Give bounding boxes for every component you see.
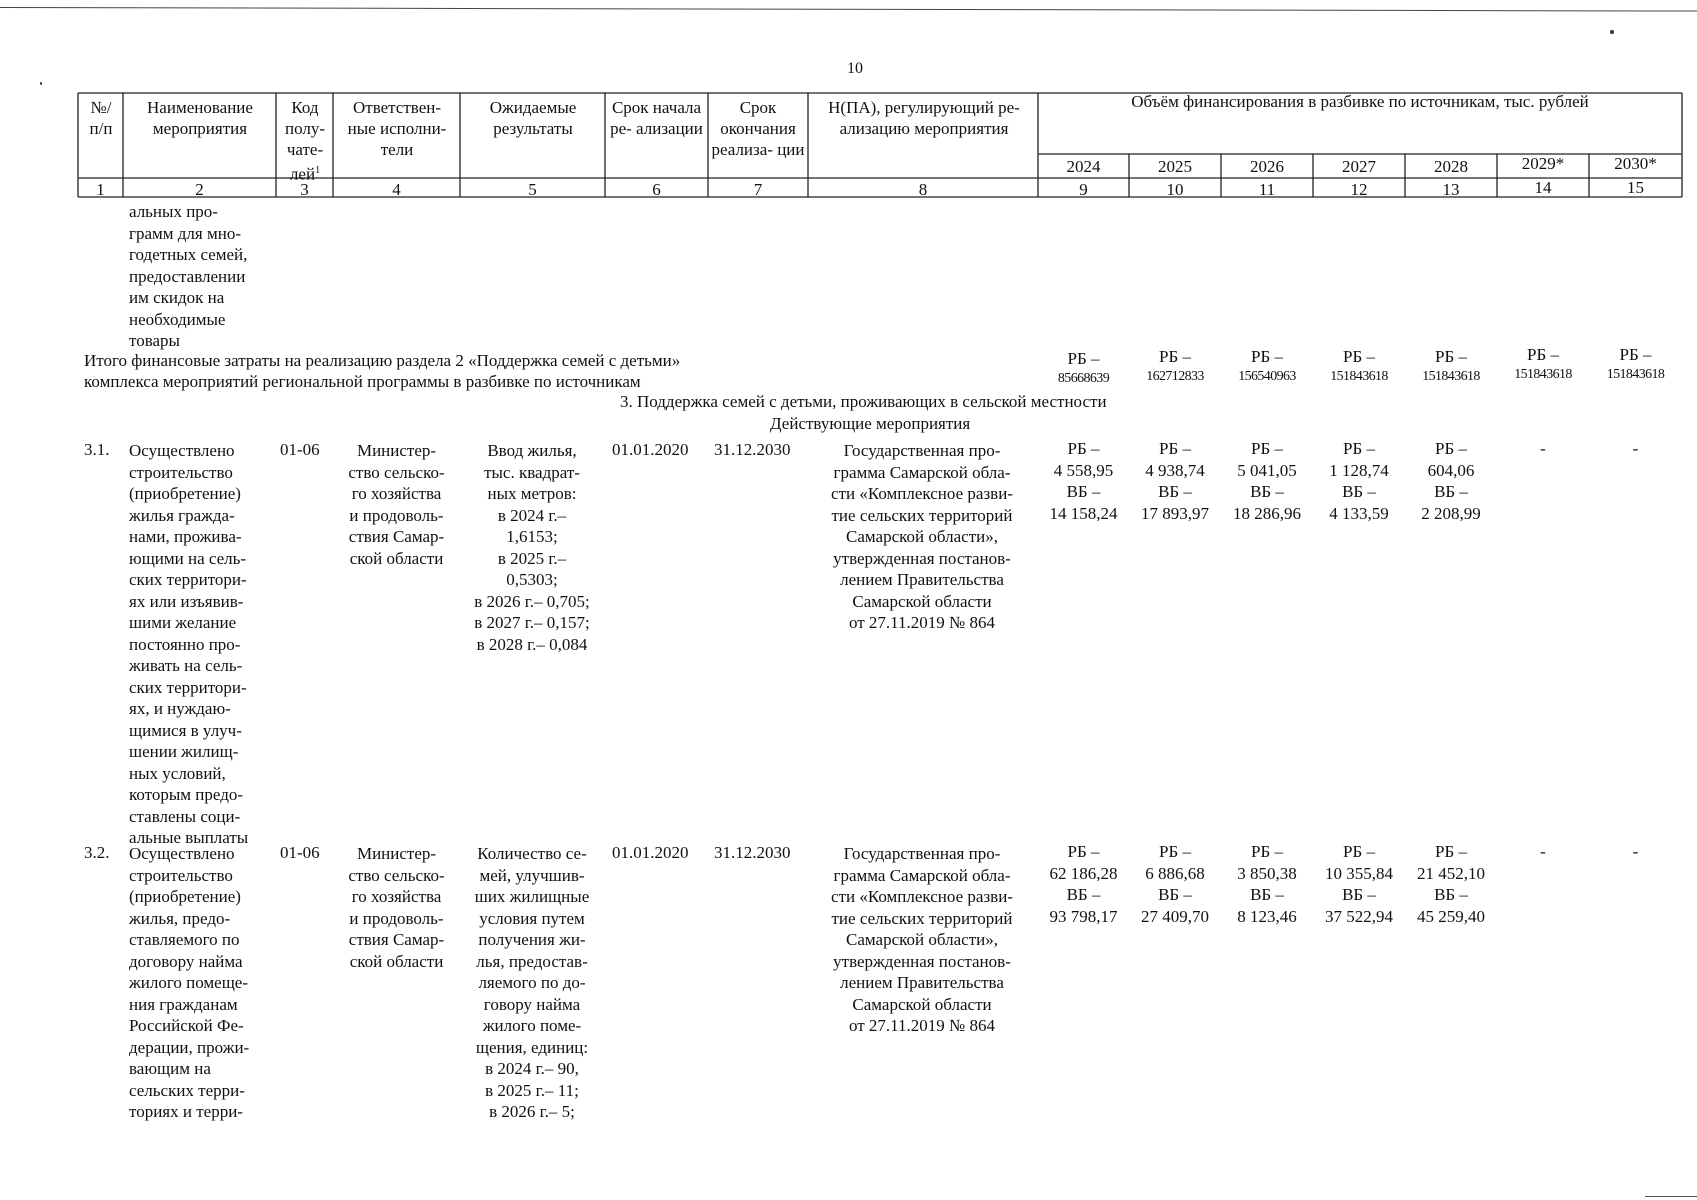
funding-line: 4 938,74: [1145, 460, 1205, 480]
col-number-cell: 10: [1166, 180, 1184, 199]
row-3-2: [0, 841, 1697, 1141]
funding-line: 4 133,59: [1329, 503, 1389, 523]
header-funding: Объём финансирования в разбивке по источникам, тыс. рублей: [1131, 92, 1589, 111]
total-value-2029: [1497, 345, 1589, 385]
text-line: ских территори-: [129, 677, 247, 697]
text-line: грамма Самарской обла-: [833, 865, 1011, 885]
header-col-executors: Ответствен- ные исполни- тели: [347, 98, 447, 159]
col-number-cell: 6: [652, 180, 661, 199]
measure-name: [129, 440, 264, 849]
total-label-line2: комплекса мероприятий региональной программы в разбивке по источникам: [84, 372, 641, 391]
text-line: ской области: [349, 548, 444, 568]
text-line: строительство: [129, 865, 233, 885]
funding-line: ВБ –: [1250, 482, 1284, 501]
text-line: в 2024 г.–: [497, 505, 567, 525]
text-line: жилого помеще-: [129, 973, 248, 992]
total-value: 151843618: [1514, 367, 1572, 382]
text-line: ляемого по до-: [478, 973, 586, 992]
text-line: в 2025 г.–: [497, 548, 567, 568]
funding-2027: [1313, 438, 1405, 524]
col-number-cell: 5: [528, 180, 537, 199]
header-col-results: Ожидаемые результаты: [489, 98, 577, 138]
funding-line: РБ –: [1067, 842, 1100, 861]
text-line: ных условий,: [129, 763, 226, 783]
header-year: 2024: [1066, 157, 1101, 176]
scan-bottom-mark: [1645, 1196, 1697, 1197]
text-line: Осуществлено: [129, 441, 235, 460]
end-date: 31.12.2030: [714, 440, 791, 459]
total-prefix: РБ –: [1435, 347, 1467, 366]
header-col-code: [278, 97, 332, 185]
funding-2025: [1129, 841, 1221, 927]
col-number-cell: 15: [1627, 178, 1644, 197]
measure-name: [129, 843, 264, 1123]
text-line: живать на сель-: [129, 656, 243, 675]
funding-2024: [1038, 841, 1129, 927]
col-number-cell: 3: [300, 180, 309, 199]
text-line: которым предо-: [129, 785, 244, 804]
text-line: ния гражданам: [129, 994, 238, 1014]
funding-line: 18 286,96: [1233, 503, 1301, 523]
text-line: строительство: [129, 462, 233, 482]
total-value-2026: [1221, 347, 1313, 387]
text-line: альных про-: [129, 202, 218, 221]
header-year: 2030*: [1614, 154, 1657, 173]
text-line: необходимые: [129, 309, 226, 329]
page-number: 10: [847, 60, 863, 77]
funding-line: 8 123,46: [1237, 906, 1297, 926]
funding-2026: [1221, 841, 1313, 927]
funding-line: ВБ –: [1342, 482, 1376, 501]
text-line: жилого поме-: [482, 1016, 582, 1035]
text-line: (приобретение): [129, 887, 241, 906]
text-line: условия путем: [479, 908, 585, 928]
header-col-npa: Н(ПА), регулирующий ре- ализацию мероприятия: [828, 98, 1020, 138]
text-line: договору найма: [129, 951, 243, 971]
section-title: 3. Поддержка семей с детьми, проживающих в сельской местности: [620, 392, 1107, 411]
text-line: го хозяйства: [351, 887, 442, 906]
funding-line: 27 409,70: [1141, 906, 1209, 926]
header-year: 2029*: [1521, 154, 1565, 173]
text-line: нами, прожива-: [129, 527, 242, 546]
funding-line: 6 886,68: [1145, 863, 1205, 883]
text-line: Российской Фе-: [129, 1016, 244, 1035]
funding-line: -: [1540, 439, 1546, 458]
text-line: го хозяйства: [351, 484, 442, 503]
text-line: Самарской области: [852, 994, 992, 1014]
funding-line: 3 850,38: [1237, 863, 1297, 883]
funding-line: -: [1632, 842, 1639, 861]
funding-line: 62 186,28: [1049, 863, 1118, 883]
funding-line: 1 128,74: [1329, 460, 1389, 480]
funding-2029: [1497, 841, 1589, 863]
text-line: ской области: [349, 951, 444, 971]
text-line: в 2024 г.– 90,: [485, 1059, 579, 1078]
text-line: альные выплаты: [129, 828, 249, 847]
responsible-executor: [333, 843, 460, 972]
text-line: Количество се-: [477, 844, 587, 863]
text-line: ствия Самар-: [348, 527, 445, 546]
text-line: и продоволь-: [349, 908, 444, 928]
text-line: тыс. квадрат-: [484, 462, 580, 482]
col-number-cell: 9: [1079, 180, 1088, 199]
col-number-cell: 7: [753, 180, 763, 199]
text-line: говору найма: [483, 994, 581, 1014]
text-line: предоставлении: [129, 266, 246, 286]
funding-line: РБ –: [1251, 439, 1283, 458]
end-date: 31.12.2030: [714, 843, 791, 862]
text-line: 0,5303;: [506, 570, 558, 589]
funding-2028: [1405, 438, 1497, 524]
funding-line: РБ –: [1343, 439, 1375, 458]
col-number-cell: 4: [392, 180, 401, 199]
text-line: в 2026 г.– 0,705;: [474, 591, 590, 611]
text-line: ториях и терри-: [129, 1102, 243, 1121]
text-line: ставляемого по: [129, 930, 240, 949]
total-value: 151843618: [1606, 367, 1665, 382]
total-prefix: РБ –: [1159, 347, 1191, 366]
funding-2030: [1589, 438, 1682, 460]
text-line: в 2027 г.– 0,157;: [474, 613, 590, 632]
expected-results: [456, 843, 608, 1123]
text-line: в 2026 г.– 5;: [489, 1102, 575, 1121]
funding-line: 4 558,95: [1053, 460, 1114, 480]
funding-line: 14 158,24: [1049, 503, 1118, 523]
col-number-cell: 12: [1350, 180, 1368, 199]
text-line: товары: [129, 331, 180, 350]
text-line: (приобретение): [129, 484, 241, 503]
funding-line: 10 355,84: [1325, 863, 1393, 883]
funding-line: РБ –: [1159, 842, 1191, 861]
text-line: жилья гражда-: [129, 505, 235, 525]
text-line: лением Правительства: [840, 973, 1004, 992]
funding-2029: [1497, 438, 1589, 460]
header-year: 2027: [1342, 157, 1376, 176]
funding-line: РБ –: [1159, 439, 1191, 458]
funding-line: -: [1540, 842, 1546, 861]
total-value-2030: [1589, 345, 1682, 385]
text-line: от 27.11.2019 № 864: [848, 613, 996, 632]
text-line: Осуществлено: [129, 844, 235, 863]
text-line: лением Правительства: [840, 570, 1004, 589]
total-prefix: РБ –: [1343, 347, 1375, 366]
funding-line: 604,06: [1427, 460, 1475, 480]
start-date: 01.01.2020: [612, 440, 689, 459]
funding-2028: [1405, 841, 1497, 927]
text-line: мей, улучшив-: [479, 865, 585, 885]
text-line: годетных семей,: [129, 245, 248, 264]
funding-line: 37 522,94: [1325, 906, 1393, 926]
header-year: 2025: [1158, 157, 1192, 176]
text-line: ных метров:: [487, 484, 577, 503]
text-line: грамма Самарской обла-: [833, 462, 1011, 482]
text-line: ство сельско-: [348, 865, 445, 885]
total-value-2025: [1129, 347, 1221, 387]
expected-results: [456, 440, 608, 655]
total-value-2028: [1405, 347, 1497, 387]
funding-line: 17 893,97: [1141, 503, 1209, 523]
total-value-2024: [1038, 349, 1129, 389]
text-line: грамм для мно-: [129, 223, 242, 243]
total-prefix: РБ –: [1527, 345, 1559, 364]
footnote-mark: 1: [315, 165, 321, 176]
text-line: постоянно про-: [129, 634, 241, 654]
text-line: вающим на: [129, 1059, 211, 1078]
total-prefix: РБ –: [1251, 347, 1283, 366]
header-col-end: Срок окончания реализа- ции: [711, 98, 805, 159]
text-line: в 2028 г.– 0,084: [476, 634, 588, 654]
funding-2026: [1221, 438, 1313, 524]
funding-line: РБ –: [1435, 842, 1467, 861]
text-line: ских территори-: [129, 570, 247, 589]
funding-line: ВБ –: [1434, 482, 1468, 501]
funding-line: 93 798,17: [1049, 906, 1118, 926]
text-line: лья, предостав-: [476, 951, 588, 971]
header-col-code-line: Код: [291, 98, 319, 117]
text-line: ствия Самар-: [348, 930, 445, 949]
funding-2025: [1129, 438, 1221, 524]
total-value: 151843618: [1330, 369, 1388, 384]
text-line: сельских терри-: [129, 1080, 245, 1100]
funding-2024: [1038, 438, 1129, 524]
total-value: 162712833: [1146, 369, 1204, 384]
text-line: ях, и нуждаю-: [129, 699, 231, 718]
text-line: ство сельско-: [348, 462, 445, 482]
col-number-cell: 14: [1534, 178, 1552, 197]
text-line: Самарской области»,: [846, 930, 998, 949]
text-line: сти «Комплексное разви-: [831, 484, 1013, 503]
funding-line: -: [1632, 439, 1639, 458]
col-number-cell: 1: [96, 180, 105, 199]
funding-line: РБ –: [1067, 439, 1100, 458]
text-line: в 2025 г.– 11;: [485, 1080, 579, 1100]
text-line: им скидок на: [129, 288, 225, 307]
total-prefix: РБ –: [1067, 349, 1100, 368]
funding-line: ВБ –: [1066, 885, 1101, 904]
funding-line: 2 208,99: [1421, 503, 1481, 523]
total-prefix: РБ –: [1619, 345, 1652, 364]
funding-2030: [1589, 841, 1682, 863]
text-line: тие сельских территорий: [831, 908, 1013, 928]
text-line: Государственная про-: [843, 844, 1001, 863]
text-line: шении жилищ-: [129, 742, 239, 761]
continuation-text: [129, 201, 279, 352]
text-line: Самарской области: [852, 591, 992, 611]
total-value: 151843618: [1422, 369, 1480, 384]
text-line: от 27.11.2019 № 864: [848, 1016, 996, 1035]
header-col-start: Срок начала ре- ализации: [610, 98, 703, 138]
funding-line: ВБ –: [1342, 885, 1376, 904]
text-line: утвержденная постанов-: [833, 951, 1011, 971]
col-number-cell: 11: [1258, 180, 1276, 199]
text-line: сти «Комплексное разви-: [831, 887, 1013, 906]
col-number-cell: 2: [195, 180, 204, 199]
header-col-code-line: полу-: [284, 119, 326, 138]
total-value: 85668639: [1057, 371, 1110, 386]
text-line: утвержденная постанов-: [833, 548, 1011, 568]
funding-line: РБ –: [1343, 842, 1375, 861]
row-number: 3.2.: [84, 843, 110, 862]
funding-line: ВБ –: [1434, 885, 1468, 904]
text-line: тие сельских территорий: [831, 505, 1013, 525]
text-line: 1,6153;: [506, 527, 558, 546]
funding-line: ВБ –: [1250, 885, 1284, 904]
recipient-code: 01-06: [280, 843, 320, 862]
text-line: шими желание: [129, 613, 237, 632]
funding-line: ВБ –: [1158, 885, 1192, 904]
funding-line: РБ –: [1251, 842, 1283, 861]
section-subtitle: Действующие мероприятия: [770, 414, 971, 433]
text-line: Государственная про-: [843, 441, 1001, 460]
header-col-number: №/ п/п: [89, 98, 113, 138]
text-line: ях или изъявив-: [129, 591, 244, 611]
col-number-cell: 8: [918, 180, 928, 199]
row-number: 3.1.: [84, 440, 110, 459]
funding-2027: [1313, 841, 1405, 927]
header-year: 2028: [1434, 157, 1468, 176]
funding-line: 5 041,05: [1237, 460, 1297, 480]
text-line: ших жилищные: [474, 887, 590, 906]
text-line: ставлены соци-: [129, 806, 241, 826]
recipient-code: 01-06: [280, 440, 320, 459]
text-line: щимися в улуч-: [129, 720, 242, 740]
text-line: Ввод жилья,: [487, 441, 577, 460]
total-value-2027: [1313, 347, 1405, 387]
text-line: Министер-: [356, 441, 437, 460]
funding-line: ВБ –: [1158, 482, 1192, 501]
header-col-code-line: чате-: [286, 140, 324, 159]
funding-line: 21 452,10: [1417, 863, 1485, 883]
text-line: дерации, прожи-: [129, 1037, 250, 1057]
header-col-code-line: лей: [289, 164, 316, 184]
total-label-line1: Итого финансовые затраты на реализацию раздела 2 «Поддержка семей с детьми»: [84, 351, 681, 370]
total-value: 156540963: [1238, 369, 1296, 384]
col-number-cell: 13: [1442, 180, 1460, 199]
header-col-name: Наименование мероприятия: [147, 98, 253, 138]
text-line: ющими на сель-: [129, 548, 247, 568]
funding-line: 45 259,40: [1417, 906, 1485, 926]
regulating-act: [812, 440, 1032, 634]
text-line: жилья, предо-: [129, 908, 231, 928]
text-line: Министер-: [356, 844, 437, 863]
row-3-1: [0, 438, 1697, 847]
responsible-executor: [333, 440, 460, 569]
regulating-act: [812, 843, 1032, 1037]
text-line: щения, единиц:: [475, 1037, 589, 1057]
funding-line: ВБ –: [1066, 482, 1101, 501]
funding-line: РБ –: [1435, 439, 1467, 458]
text-line: получения жи-: [478, 930, 586, 949]
text-line: и продоволь-: [349, 505, 444, 525]
start-date: 01.01.2020: [612, 843, 689, 862]
header-year: 2026: [1250, 157, 1284, 176]
text-line: Самарской области»,: [846, 527, 998, 546]
